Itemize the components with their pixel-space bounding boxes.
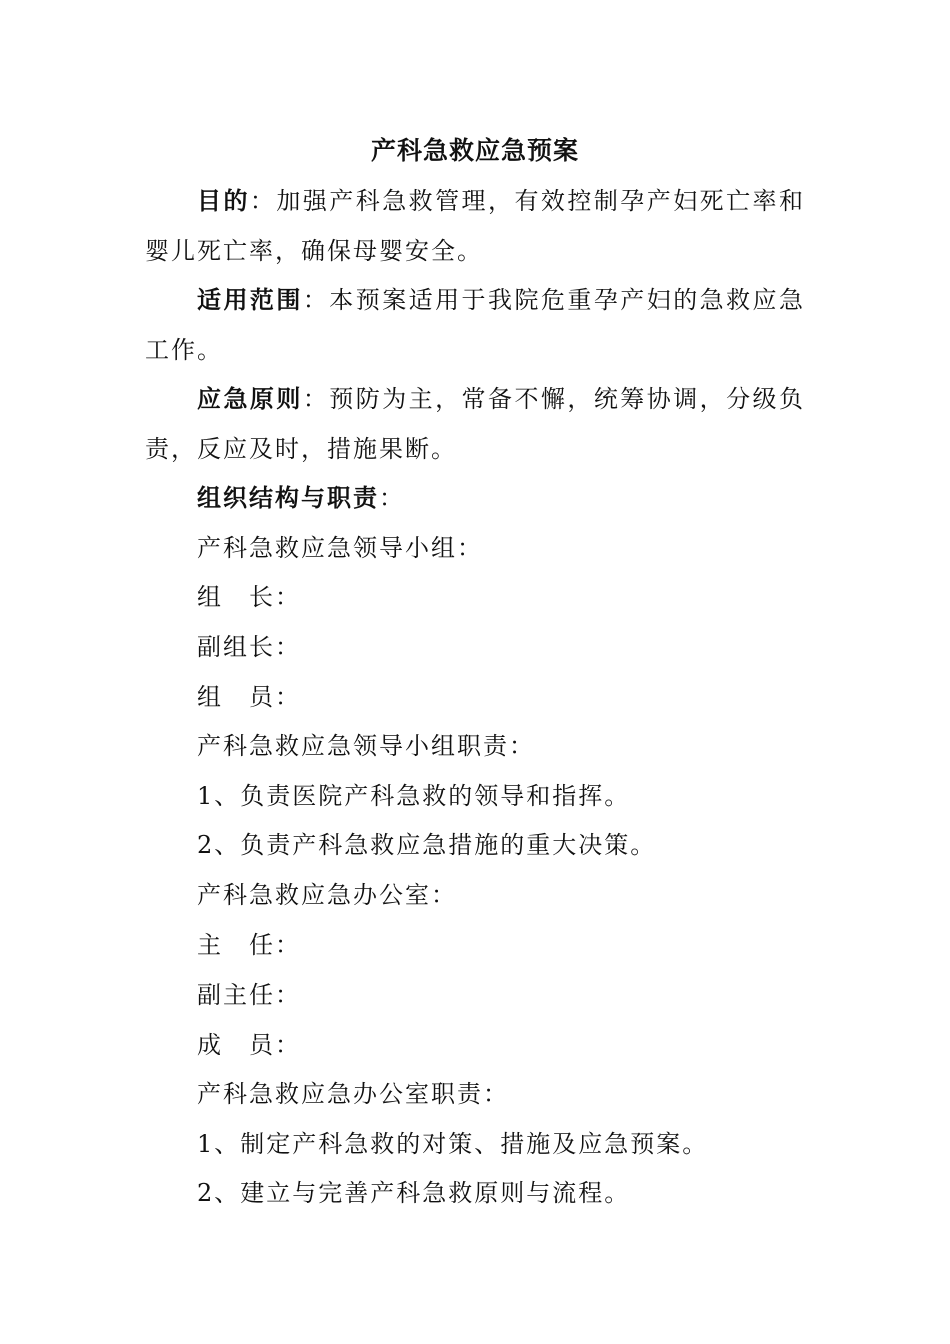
purpose-text: ：加强产科急救管理，有效控制孕产妇死亡率和婴儿死亡率，确保母婴安全。 xyxy=(145,187,806,265)
organization-colon: ： xyxy=(379,484,405,512)
office-duty-item-1: 1、制定产科急救的对策、措施及应急预案。 xyxy=(197,1130,709,1158)
purpose-label: 目的 xyxy=(197,186,250,215)
director-line: 主 任： xyxy=(197,931,301,959)
organization-heading xyxy=(197,473,405,523)
leadership-duty-item-2: 2、负责产科急救应急措施的重大决策。 xyxy=(197,831,657,859)
principles-text: ：预防为主，常备不懈，统筹协调，分级负责，反应及时，措施果断。 xyxy=(145,385,806,463)
principles-paragraph xyxy=(145,374,805,474)
scope-paragraph xyxy=(145,275,805,375)
leadership-group-heading: 产科急救应急领导小组： xyxy=(197,534,483,562)
organization-label: 组织结构与职责 xyxy=(197,483,379,512)
leader-line: 组 长： xyxy=(197,583,301,611)
office-duties-heading: 产科急救应急办公室职责： xyxy=(197,1080,509,1108)
leadership-duties-heading: 产科急救应急领导小组职责： xyxy=(197,732,535,760)
group-members-line: 组 员： xyxy=(197,683,301,711)
office-duty-item-2: 2、建立与完善产科急救原则与流程。 xyxy=(197,1179,631,1207)
purpose-paragraph xyxy=(145,176,805,276)
office-members-line: 成 员： xyxy=(197,1031,301,1059)
document-title: 产科急救应急预案 xyxy=(370,136,579,165)
leadership-duty-item-1: 1、负责医院产科急救的领导和指挥。 xyxy=(197,782,631,810)
principles-label: 应急原则 xyxy=(197,384,303,413)
deputy-director-line: 副主任： xyxy=(197,981,301,1009)
scope-label: 适用范围 xyxy=(197,285,303,314)
scope-text: ：本预案适用于我院危重孕产妇的急救应急工作。 xyxy=(145,286,806,364)
office-heading: 产科急救应急办公室： xyxy=(197,881,457,909)
deputy-leader-line: 副组长： xyxy=(197,633,301,661)
